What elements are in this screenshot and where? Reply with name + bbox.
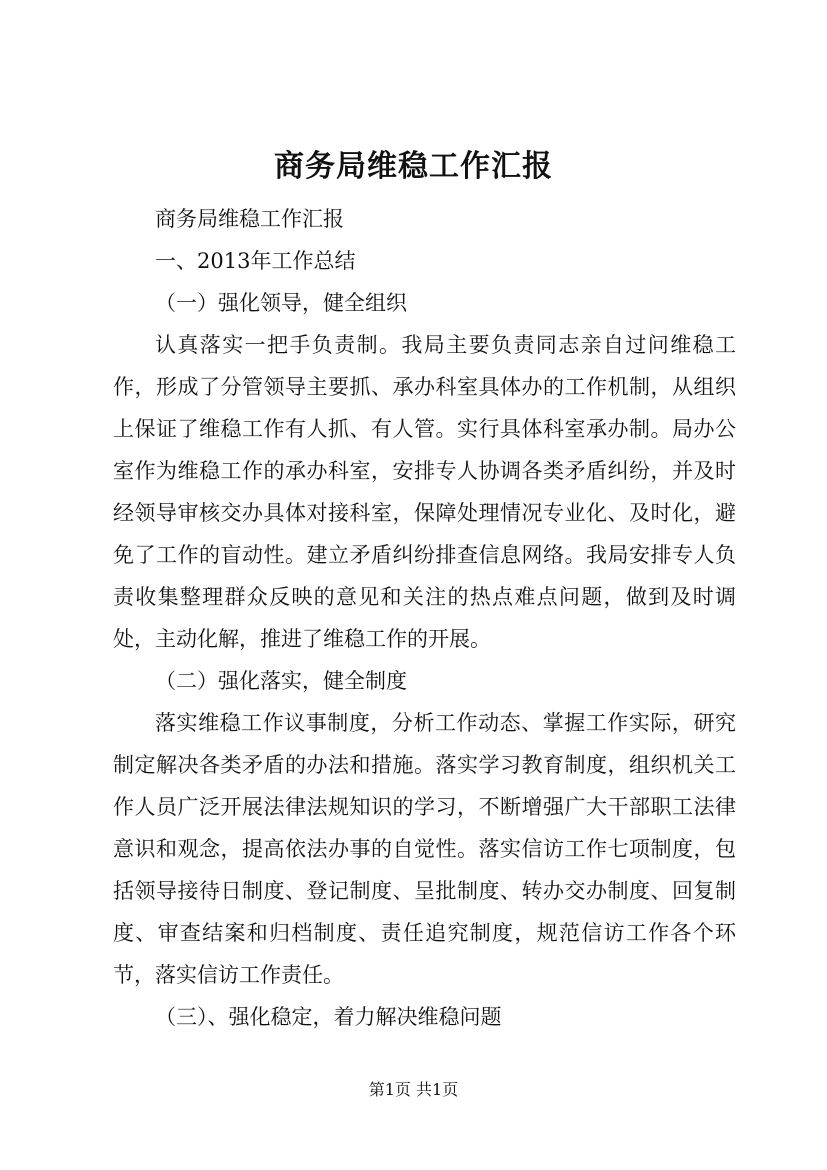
paragraph-2: 落实维稳工作议事制度，分析工作动态、掌握工作实际，研究制定解决各类矛盾的办法和措施。落实学习教育制度，组织机关工作人员广泛开展法律法规知识的学习，不断增强广大干部职工法律意识和观念，提高依法办事的自觉性。落实信访工作七项制度，包括领导接待日制度、登记制度、呈批制度、转办交办制度、回复制度、审查结案和归档制度、责任追究制度，规范信访工作各个环节，落实信访工作责任。 [113,711,736,987]
subsection-heading-2: （二）强化落实，健全制度 [155,669,407,693]
document-title: 商务局维稳工作汇报 [274,149,553,184]
subtitle-line: 商务局维稳工作汇报 [155,207,344,231]
document-body [113,198,736,1038]
subsection-heading-1: （一）强化领导，健全组织 [155,291,407,315]
subsection-heading-3: （三）、强化稳定，着力解决维稳问题 [155,1005,502,1029]
section-heading-1: 一、2013年工作总结 [155,249,356,273]
paragraph-1: 认真落实一把手负责制。我局主要负责同志亲自过问维稳工作，形成了分管领导主要抓、承办科室具体办的工作机制，从组织上保证了维稳工作有人抓、有人管。实行具体科室承办制。局办公室作为维稳工作的承办科室，安排专人协调各类矛盾纠纷，并及时经领导审核交办具体对接科室，保障处理情况专业化、及时化，避免了工作的盲动性。建立矛盾纠纷排查信息网络。我局安排专人负责收集整理群众反映的意见和关注的热点难点问题，做到及时调处，主动化解，推进了维稳工作的开展。 [113,333,736,651]
page-number-footer: 第1页 共1页 [368,1080,459,1099]
